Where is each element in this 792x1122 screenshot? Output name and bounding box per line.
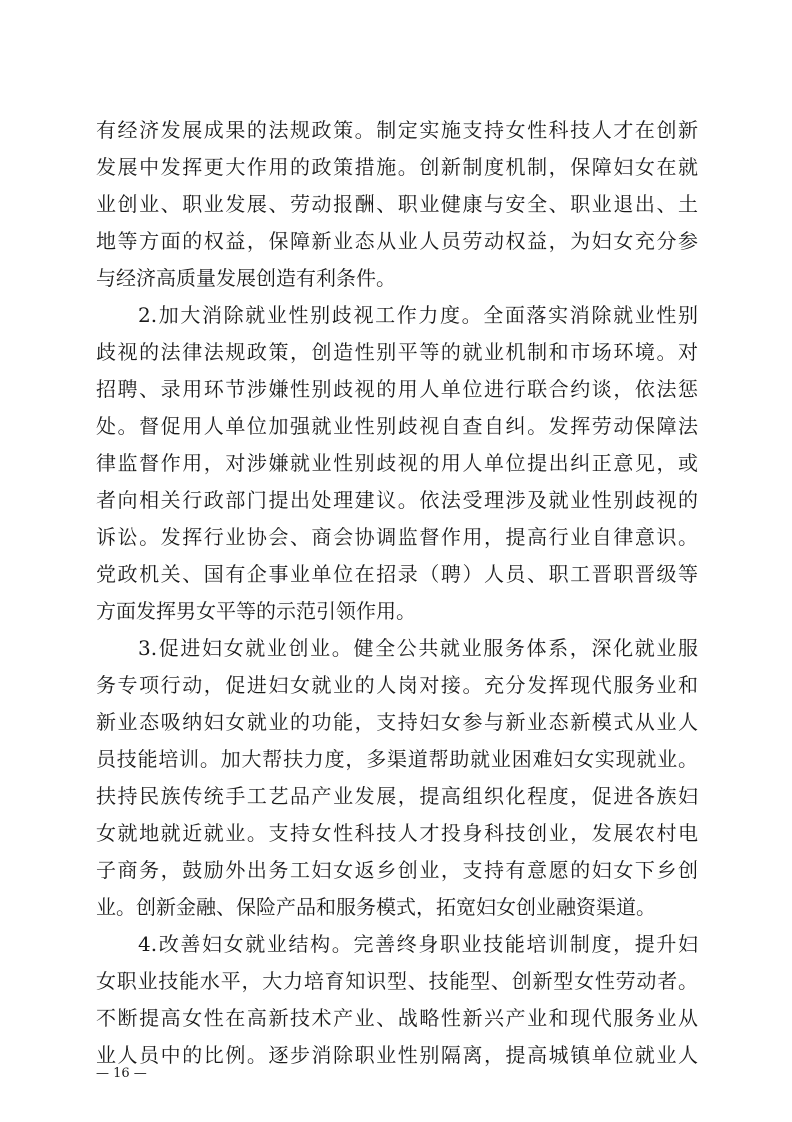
text-line: 处。督促用人单位加强就业性别歧视自查自纠。发挥劳动保障法 [96,414,698,438]
text-line: 子商务，鼓励外出务工妇女返乡创业，支持有意愿的妇女下乡创 [96,858,698,882]
paragraph [96,926,698,1074]
text-line: 业人员中的比例。逐步消除职业性别隔离，提高城镇单位就业人 [96,1043,698,1067]
text-line: 业创业、职业发展、劳动报酬、职业健康与安全、职业退出、土 [96,192,698,216]
text-line: 3.促进妇女就业创业。健全公共就业服务体系，深化就业服 [138,636,698,660]
paragraph [96,112,698,297]
text-line: 律监督作用，对涉嫌就业性别歧视的用人单位提出纠正意见，或 [96,451,698,475]
text-line: 招聘、录用环节涉嫌性别歧视的用人单位进行联合约谈，依法惩 [96,377,698,401]
text-line: 女职业技能水平，大力培育知识型、技能型、创新型女性劳动者。 [96,969,698,993]
text-line: 发展中发挥更大作用的政策措施。创新制度机制，保障妇女在就 [96,155,698,179]
text-line: 不断提高女性在高新技术产业、战略性新兴产业和现代服务业从 [96,1006,698,1030]
paragraph [96,297,698,630]
text-line: 业。创新金融、保险产品和服务模式，拓宽妇女创业融资渠道。 [96,895,656,919]
text-line: 者向相关行政部门提出处理建议。依法受理涉及就业性别歧视的 [96,488,698,512]
text-line: 新业态吸纳妇女就业的功能，支持妇女参与新业态新模式从业人 [96,710,698,734]
text-line: 4.改善妇女就业结构。完善终身职业技能培训制度，提升妇 [138,932,698,956]
text-line: 歧视的法律法规政策，创造性别平等的就业机制和市场环境。对 [96,340,698,364]
page-number: — 16 — [96,1066,147,1081]
text-line: 地等方面的权益，保障新业态从业人员劳动权益，为妇女充分参 [96,229,698,253]
text-line: 2.加大消除就业性别歧视工作力度。全面落实消除就业性别 [138,303,698,327]
text-line: 诉讼。发挥行业协会、商会协调监督作用，提高行业自律意识。 [96,525,698,549]
text-line: 有经济发展成果的法规政策。制定实施支持女性科技人才在创新 [96,118,698,142]
paragraph [96,630,698,926]
text-line: 方面发挥男女平等的示范引领作用。 [96,599,416,623]
text-line: 扶持民族传统手工艺品产业发展，提高组织化程度，促进各族妇 [96,784,698,808]
document-body [96,112,698,1074]
text-line: 党政机关、国有企事业单位在招录（聘）人员、职工晋职晋级等 [96,562,698,586]
text-line: 员技能培训。加大帮扶力度，多渠道帮助就业困难妇女实现就业。 [96,747,698,771]
text-line: 与经济高质量发展创造有利条件。 [96,266,396,290]
text-line: 女就地就近就业。支持女性科技人才投身科技创业，发展农村电 [96,821,698,845]
text-line: 务专项行动，促进妇女就业的人岗对接。充分发挥现代服务业和 [96,673,698,697]
